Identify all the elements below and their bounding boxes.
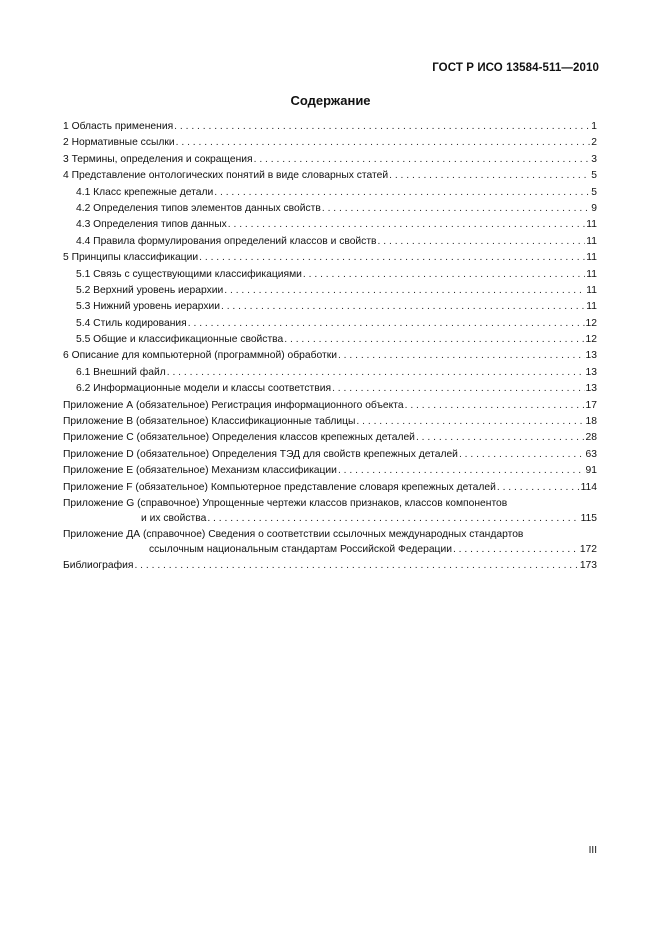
dot-leader: [453, 543, 579, 557]
toc-entry[interactable]: [63, 528, 597, 557]
dot-leader: [174, 119, 590, 135]
toc-entry[interactable]: [63, 414, 597, 430]
dot-leader: [389, 168, 590, 184]
toc-entry-page: 28: [585, 432, 597, 444]
toc-entry-label: Приложение ДА (справочное) Сведения о соответствии ссылочных международных стандартов: [63, 528, 524, 540]
dot-leader: [405, 398, 585, 414]
toc-entry[interactable]: [63, 348, 597, 364]
toc-entry-label: 3 Термины, определения и сокращения: [63, 153, 253, 165]
toc-entry-page: 5: [591, 186, 597, 198]
toc-entry-label: 4 Представление онтологических понятий в виде словарных статей: [63, 170, 389, 182]
toc-entry[interactable]: [63, 365, 597, 381]
dot-leader: [221, 299, 585, 315]
toc-entry-page: 13: [585, 366, 597, 378]
toc-entry[interactable]: [63, 480, 597, 496]
toc-entry-page: 173: [579, 559, 597, 571]
toc-entry-page: 12: [585, 334, 597, 346]
toc-entry-label: Приложение D (обязательное) Определения ТЭД для свойств крепежных деталей: [63, 448, 458, 460]
toc-entry-label: 4.4 Правила формулирования определений классов и свойств: [76, 235, 377, 247]
toc-entry[interactable]: [63, 119, 597, 135]
toc-entry[interactable]: [63, 558, 597, 574]
toc-entry-page: 2: [591, 137, 597, 149]
toc-entry[interactable]: [63, 332, 597, 348]
toc-entry-page: 13: [585, 350, 597, 362]
toc-entry-label: 4.3 Определения типов данных: [76, 219, 227, 231]
dot-leader: [167, 365, 585, 381]
toc-entry[interactable]: [63, 168, 597, 184]
toc-entry-label: 6 Описание для компьютерной (программной) обработки: [63, 350, 337, 362]
dot-leader: [338, 348, 585, 364]
dot-leader: [416, 430, 585, 446]
toc-entry-label: Библиография: [63, 559, 134, 571]
dot-leader: [207, 512, 579, 526]
toc-entry-page: 63: [585, 448, 597, 460]
dot-leader: [214, 185, 590, 201]
toc-entry-label-continued: и их свойства: [141, 512, 207, 524]
toc-entry-page: 91: [585, 465, 597, 477]
toc-entry-page: 172: [579, 543, 597, 555]
toc-entry-page: 12: [585, 317, 597, 329]
toc-entry[interactable]: [63, 299, 597, 315]
toc-entry-page: 17: [585, 399, 597, 411]
document-header: ГОСТ Р ИСО 13584-511—2010: [432, 62, 599, 74]
toc-entry[interactable]: [63, 381, 597, 397]
toc-entry[interactable]: [63, 217, 597, 233]
toc-entry[interactable]: [63, 430, 597, 446]
toc-entry-label: 5.3 Нижний уровень иерархии: [76, 301, 220, 313]
toc-entry[interactable]: [63, 447, 597, 463]
toc-entry-page: 3: [591, 153, 597, 165]
dot-leader: [134, 558, 578, 574]
table-of-contents: [63, 119, 597, 574]
toc-entry-page: 5: [591, 170, 597, 182]
dot-leader: [199, 250, 585, 266]
toc-entry-page: 11: [586, 301, 597, 313]
toc-entry-label: Приложение E (обязательное) Механизм классификации: [63, 465, 337, 477]
toc-entry-label: 6.2 Информационные модели и классы соответствия: [76, 383, 332, 395]
toc-entry-page: 13: [585, 383, 597, 395]
dot-leader: [356, 414, 584, 430]
toc-entry[interactable]: [63, 267, 597, 283]
toc-entry-label: Приложение С (обязательное) Определения классов крепежных деталей: [63, 432, 415, 444]
dot-leader: [284, 332, 584, 348]
toc-entry-label: 1 Область применения: [63, 120, 174, 132]
toc-entry-label: 5.5 Общие и классификационные свойства: [76, 334, 284, 346]
toc-entry-page: 11: [586, 284, 597, 296]
dot-leader: [497, 480, 580, 496]
dot-leader: [188, 316, 585, 332]
toc-entry-page: 18: [585, 416, 597, 428]
toc-entry-label: 5.2 Верхний уровень иерархии: [76, 284, 224, 296]
toc-entry-label: 5.4 Стиль кодирования: [76, 317, 187, 329]
toc-entry[interactable]: [63, 135, 597, 151]
toc-entry[interactable]: [63, 283, 597, 299]
toc-entry[interactable]: [63, 497, 597, 526]
toc-entry-page: 11: [586, 235, 597, 247]
toc-entry-page: 1: [591, 120, 597, 132]
toc-entry-label: 4.2 Определения типов элементов данных свойств: [76, 202, 321, 214]
toc-entry[interactable]: [63, 234, 597, 250]
toc-title: Содержание: [290, 93, 371, 108]
dot-leader: [338, 463, 585, 479]
toc-entry[interactable]: [63, 250, 597, 266]
toc-entry-label: 4.1 Класс крепежные детали: [76, 186, 214, 198]
toc-entry-label: Приложение G (справочное) Упрощенные чертежи классов признаков, классов компонентов: [63, 497, 508, 509]
toc-entry-page: 114: [580, 481, 597, 493]
toc-entry[interactable]: [63, 185, 597, 201]
dot-leader: [322, 201, 590, 217]
page-number: III: [588, 845, 597, 856]
dot-leader: [303, 267, 585, 283]
toc-entry-label: Приложение F (обязательное) Компьютерное представление словаря крепежных деталей: [63, 481, 496, 493]
toc-entry-page: 11: [586, 252, 597, 264]
toc-entry-label: 6.1 Внешний файл: [76, 366, 166, 378]
toc-entry-page: 9: [591, 202, 597, 214]
dot-leader: [228, 217, 586, 233]
dot-leader: [254, 152, 591, 168]
toc-entry-label: Приложение А (обязательное) Регистрация информационного объекта: [63, 399, 404, 411]
dot-leader: [224, 283, 585, 299]
toc-entry-page: 11: [586, 219, 597, 231]
toc-entry-label-continued: ссылочным национальным стандартам Российской Федерации: [149, 543, 452, 555]
toc-entry-page: 115: [580, 512, 597, 524]
toc-entry-label: 2 Нормативные ссылки: [63, 137, 175, 149]
toc-entry[interactable]: [63, 398, 597, 414]
toc-entry-label: 5.1 Связь с существующими классификациями: [76, 268, 302, 280]
toc-entry-label: Приложение В (обязательное) Классификационные таблицы: [63, 416, 356, 428]
toc-entry[interactable]: [63, 201, 597, 217]
dot-leader: [176, 135, 591, 151]
dot-leader: [459, 447, 585, 463]
dot-leader: [332, 381, 584, 397]
dot-leader: [378, 234, 586, 250]
toc-entry-page: 11: [586, 268, 597, 280]
toc-entry[interactable]: [63, 463, 597, 479]
toc-entry[interactable]: [63, 316, 597, 332]
toc-entry-label: 5 Принципы классификации: [63, 252, 199, 264]
toc-entry[interactable]: [63, 152, 597, 168]
